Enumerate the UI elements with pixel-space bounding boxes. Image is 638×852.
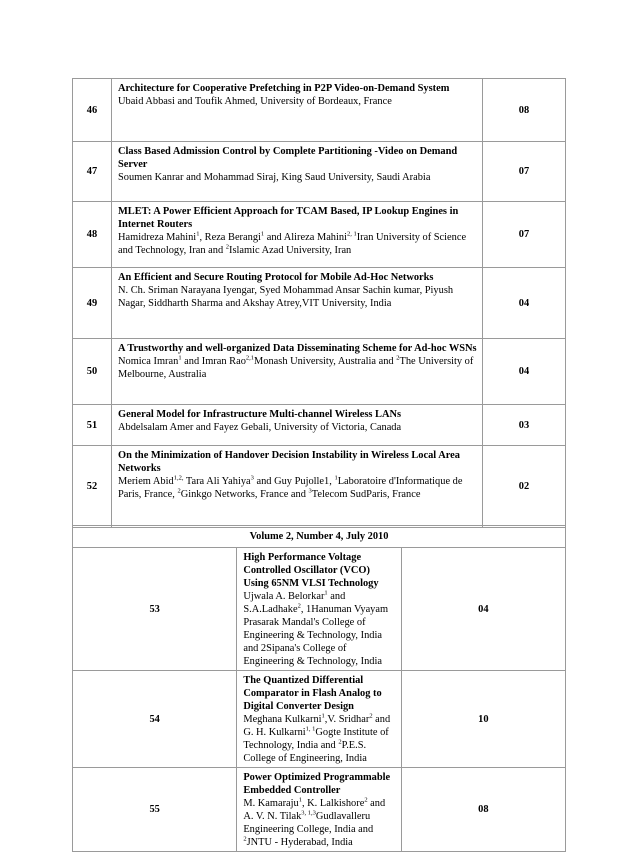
paper-cell — [112, 405, 483, 446]
table-row — [73, 405, 566, 446]
paper-cell — [237, 768, 401, 852]
paper-number: 50 — [73, 339, 112, 405]
paper-authors: Meriem Abid$^{1,2,}$ Tara Ali Yahiya$^3$ and Guy Pujolle1, $^1$Laboratoire d'Informatique de Paris, France, $^2$Ginkgo Networks, France and $^3$Telecom SudParis, France — [118, 474, 463, 500]
table-row — [73, 142, 566, 202]
paper-cell — [237, 671, 401, 768]
table-row — [73, 268, 566, 339]
paper-title: Class Based Admission Control by Complete Partitioning -Video on Demand Server — [118, 146, 458, 170]
page-count: 04 — [401, 548, 565, 671]
paper-title: A Trustworthy and well-organized Data Disseminating Scheme for Ad-hoc WSNs — [118, 343, 477, 354]
paper-authors: Nomica Imran$^1$ and Imran Rao$^{2,1}$Monash University, Australia and $^2$The University of Melbourne, Australia — [118, 354, 474, 380]
table-row — [73, 548, 566, 671]
volume-header-row — [73, 526, 566, 548]
paper-number: 54 — [73, 671, 237, 768]
table-row — [73, 768, 566, 852]
table-row — [73, 79, 566, 142]
paper-title: An Efficient and Secure Routing Protocol for Mobile Ad-Hoc Networks — [118, 272, 434, 283]
paper-cell — [112, 202, 483, 268]
volume-header: Volume 2, Number 4, July 2010 — [73, 526, 566, 548]
contents-table-1 — [72, 78, 566, 528]
paper-cell — [112, 446, 483, 528]
paper-number: 52 — [73, 446, 112, 528]
paper-number: 53 — [73, 548, 237, 671]
paper-number: 46 — [73, 79, 112, 142]
paper-authors: Ujwala A. Belorkar$^1$ and S.A.Ladhake$^2$, 1Hanuman Vyayam Prasarak Mandal's College of Engineering & Technology, India and 2Sipana's College of Engineering & Technology, India — [243, 589, 389, 667]
paper-cell — [112, 339, 483, 405]
paper-authors: M. Kamaraju$^1$, K. Lalkishore$^2$ and A. V. N. Tilak$^{3, 1,3}$Gudlavalleru Engineering College, India and $^2$JNTU - Hyderabad, India — [243, 796, 386, 848]
paper-number: 48 — [73, 202, 112, 268]
paper-cell — [112, 79, 483, 142]
paper-authors: Ubaid Abbasi and Toufik Ahmed, University of Bordeaux, France — [118, 96, 392, 107]
table-row — [73, 671, 566, 768]
paper-cell — [112, 268, 483, 339]
paper-authors: N. Ch. Sriman Narayana Iyengar, Syed Mohammad Ansar Sachin kumar, Piyush Nagar, Siddharth Sharma and Akshay Atrey,VIT University, India — [118, 285, 454, 309]
page-count: 03 — [483, 405, 566, 446]
paper-authors: Abdelsalam Amer and Fayez Gebali, University of Victoria, Canada — [118, 422, 402, 433]
table-row — [73, 202, 566, 268]
page-count: 08 — [483, 79, 566, 142]
page-count: 08 — [401, 768, 565, 852]
page-count: 07 — [483, 202, 566, 268]
paper-authors: Meghana Kulkarni$^1$,V. Sridhar$^2$ and G. H. Kulkarni$^{1, 1}$Gogte Institute of Technology, India and $^2$P.E.S. College of Engineering, India — [243, 712, 391, 764]
paper-number: 49 — [73, 268, 112, 339]
paper-authors: Hamidreza Mahini$^1$, Reza Berangi$^1$ and Alireza Mahini$^{2, 1}$Iran University of Science and Technology, Iran and $^2$Islamic Azad University, Iran — [118, 230, 467, 256]
paper-cell — [112, 142, 483, 202]
contents-table-2 — [72, 525, 566, 852]
paper-title: High Performance Voltage Controlled Oscillator (VCO) Using 65NM VLSI Technology — [243, 552, 379, 589]
paper-cell — [237, 548, 401, 671]
paper-number: 55 — [73, 768, 237, 852]
table-row — [73, 446, 566, 528]
paper-title: MLET: A Power Efficient Approach for TCAM Based, IP Lookup Engines in Internet Routers — [118, 206, 459, 230]
paper-number: 51 — [73, 405, 112, 446]
page-count: 07 — [483, 142, 566, 202]
paper-title: The Quantized Differential Comparator in Flash Analog to Digital Converter Design — [243, 675, 382, 712]
paper-authors: Soumen Kanrar and Mohammad Siraj, King Saud University, Saudi Arabia — [118, 172, 431, 183]
paper-title: On the Minimization of Handover Decision Instability in Wireless Local Area Networks — [118, 450, 460, 474]
paper-number: 47 — [73, 142, 112, 202]
page-count: 04 — [483, 268, 566, 339]
table-row — [73, 339, 566, 405]
paper-title: General Model for Infrastructure Multi-channel Wireless LANs — [118, 409, 402, 420]
page-count: 02 — [483, 446, 566, 528]
page-count: 04 — [483, 339, 566, 405]
page-count: 10 — [401, 671, 565, 768]
paper-title: Architecture for Cooperative Prefetching in P2P Video-on-Demand System — [118, 83, 450, 94]
paper-title: Power Optimized Programmable Embedded Controller — [243, 772, 391, 796]
